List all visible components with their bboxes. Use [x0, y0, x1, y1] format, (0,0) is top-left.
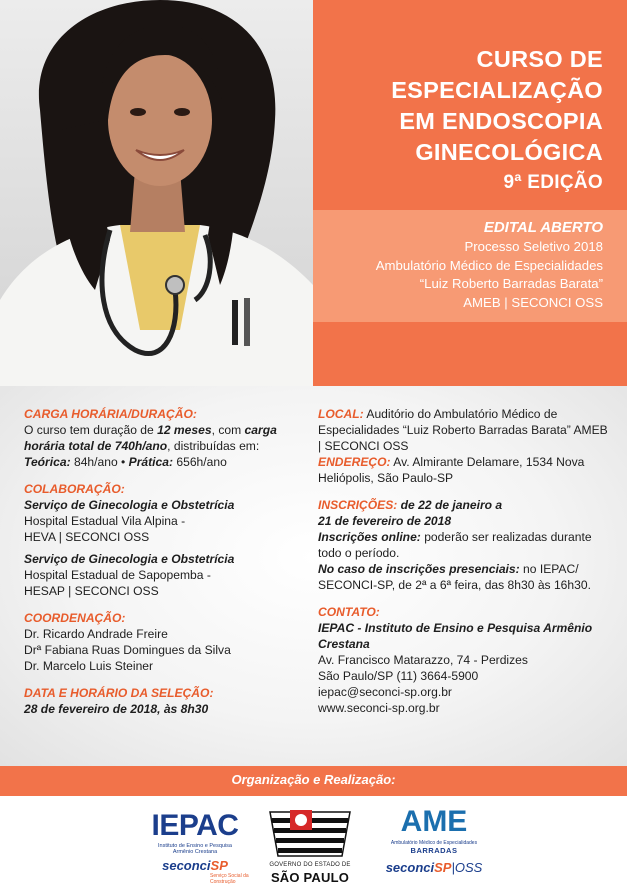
contact-email[interactable]: iepac@seconci-sp.org.br — [318, 685, 452, 699]
iepac-logo: IEPAC Instituto de Ensino e Pesquisa Armênio Crestana seconciSP Serviço Social da Construção — [151, 809, 249, 885]
sao-paulo-government-logo: GOVERNO DO ESTADO DE SÃO PAULO — [262, 806, 358, 886]
edital-heading: EDITAL ABERTO — [483, 219, 603, 236]
hero-bottom-band — [313, 322, 627, 386]
institute-name: IEPAC - Instituto de Ensino e Pesquisa Armênio Crestana — [318, 621, 593, 651]
ame-logo: AME Ambulatório Médico de Especialidades BARRADAS seconciSP|OSS — [385, 805, 483, 875]
location-text: LOCAL: Auditório do Ambulatório Médico de Especialidades “Luiz Roberto Barradas Barata” AMEB | SECONCI OSS — [318, 407, 608, 453]
registration-dates: INSCRIÇÕES: de 22 de janeiro a — [318, 498, 503, 512]
hospital-name: Hospital Estadual Vila Alpina - — [24, 514, 186, 528]
left-column — [24, 406, 304, 728]
edital-block — [313, 210, 627, 322]
selection-section — [24, 685, 304, 717]
coordination-section — [24, 610, 304, 674]
coordinator-name: Drª Fabiana Ruas Domingues da Silva — [24, 643, 231, 657]
title-line: GINECOLÓGICA — [415, 139, 603, 165]
edital-line: “Luiz Roberto Barradas Barata” — [419, 276, 603, 291]
section-label: CARGA HORÁRIA/DURAÇÃO: — [24, 407, 197, 421]
contact-phone: São Paulo/SP (11) 3664-5900 — [318, 669, 479, 683]
doctor-photo — [0, 0, 313, 386]
edital-line: AMEB | SECONCI OSS — [463, 294, 603, 310]
presential-registration: No caso de inscrições presenciais: no IEPAC/ SECONCI-SP, de 2ª a 6ª feira, das 8h30 às 16h30. — [318, 562, 591, 592]
section-label: DATA E HORÁRIO DA SELEÇÃO: — [24, 686, 214, 700]
hospital-name: Hospital Estadual de Sapopemba - — [24, 568, 211, 582]
workload-split: Teórica: 84h/ano • Prática: 656h/ano — [24, 455, 227, 469]
hospital-abbr: HESAP | SECONCI OSS — [24, 584, 159, 598]
registration-end: 21 de fevereiro de 2018 — [318, 514, 452, 528]
right-column — [318, 406, 614, 727]
edition-label: 9ª EDIÇÃO — [503, 172, 603, 193]
contact-section — [318, 604, 614, 716]
edital-line: Ambulatório Médico de Especialidades — [375, 257, 603, 273]
edital-text — [376, 218, 603, 312]
title-line: CURSO DE — [476, 46, 603, 72]
section-label: COORDENAÇÃO: — [24, 611, 126, 625]
workload-section — [24, 406, 304, 470]
contact-address: Av. Francisco Matarazzo, 74 - Perdizes — [318, 653, 528, 667]
contact-website[interactable]: www.seconci-sp.org.br — [318, 701, 440, 715]
doctor-illustration — [0, 0, 313, 386]
workload-text: O curso tem duração de 12 meses, com carga horária total de 740h/ano, distribuídas em: — [24, 423, 277, 453]
title-line: EM ENDOSCOPIA — [399, 108, 603, 134]
title-line: ESPECIALIZAÇÃO — [391, 77, 603, 103]
hero-banner — [0, 0, 627, 386]
course-title — [391, 44, 603, 198]
service-name: Serviço de Ginecologia e Obstetrícia — [24, 498, 235, 512]
logos-footer — [0, 796, 627, 890]
selection-date: 28 de fevereiro de 2018, às 8h30 — [24, 702, 209, 716]
info-content — [0, 386, 627, 766]
sao-paulo-flag-icon — [262, 806, 358, 860]
section-label: COLABORAÇÃO: — [24, 482, 125, 496]
collaboration-section — [24, 481, 304, 599]
service-name: Serviço de Ginecologia e Obstetrícia — [24, 552, 235, 566]
hospital-abbr: HEVA | SECONCI OSS — [24, 530, 150, 544]
registration-section — [318, 497, 614, 593]
organization-title: Organização e Realização: — [231, 772, 396, 787]
location-section — [318, 406, 614, 486]
coordinator-name: Dr. Ricardo Andrade Freire — [24, 627, 168, 641]
edital-line: Processo Seletivo 2018 — [464, 239, 603, 254]
address-text: ENDEREÇO: Av. Almirante Delamare, 1534 Nova Heliópolis, São Paulo-SP — [318, 455, 585, 485]
course-title-block — [313, 0, 627, 210]
online-registration: Inscrições online: poderão ser realizadas durante todo o período. — [318, 530, 592, 560]
coordinator-name: Dr. Marcelo Luis Steiner — [24, 659, 154, 673]
section-label: CONTATO: — [318, 605, 380, 619]
